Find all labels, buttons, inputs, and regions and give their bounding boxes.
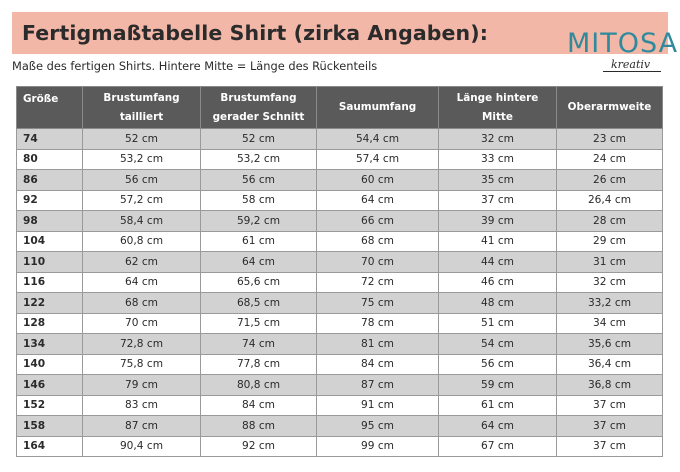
cell-hem: 70 cm [317, 252, 439, 273]
cell-size: 98 [17, 211, 83, 232]
cell-hem: 87 cm [317, 375, 439, 396]
cell-chest-straight: 84 cm [201, 395, 317, 416]
column-header-chest-fitted [83, 87, 201, 129]
page-title: Fertigmaßtabelle Shirt (zirka Angaben): [22, 21, 489, 45]
cell-size: 140 [17, 354, 83, 375]
cell-back-length: 44 cm [439, 252, 557, 273]
cell-chest-fitted: 64 cm [83, 272, 201, 293]
cell-upper-arm: 37 cm [557, 416, 663, 437]
cell-hem: 66 cm [317, 211, 439, 232]
cell-chest-fitted: 52 cm [83, 129, 201, 150]
table-row [17, 334, 663, 355]
cell-hem: 81 cm [317, 334, 439, 355]
cell-hem: 54,4 cm [317, 129, 439, 150]
cell-upper-arm: 23 cm [557, 129, 663, 150]
cell-size: 152 [17, 395, 83, 416]
cell-hem: 75 cm [317, 293, 439, 314]
cell-chest-fitted: 60,8 cm [83, 231, 201, 252]
table-row [17, 395, 663, 416]
cell-upper-arm: 35,6 cm [557, 334, 663, 355]
cell-size: 80 [17, 149, 83, 170]
cell-chest-fitted: 62 cm [83, 252, 201, 273]
table-row [17, 129, 663, 150]
cell-chest-fitted: 83 cm [83, 395, 201, 416]
cell-size: 146 [17, 375, 83, 396]
cell-back-length: 41 cm [439, 231, 557, 252]
table-row [17, 231, 663, 252]
cell-chest-straight: 61 cm [201, 231, 317, 252]
cell-upper-arm: 34 cm [557, 313, 663, 334]
cell-upper-arm: 28 cm [557, 211, 663, 232]
cell-upper-arm: 26,4 cm [557, 190, 663, 211]
column-header-line: Oberarmweite [567, 101, 652, 113]
cell-hem: 57,4 cm [317, 149, 439, 170]
column-header-line: Größe [23, 93, 59, 105]
size-table-body [17, 129, 663, 457]
cell-upper-arm: 24 cm [557, 149, 663, 170]
cell-back-length: 56 cm [439, 354, 557, 375]
table-row [17, 375, 663, 396]
cell-size: 104 [17, 231, 83, 252]
logo-sub: kreativ [611, 58, 651, 71]
column-header-size [17, 87, 83, 129]
size-table [16, 86, 663, 457]
cell-chest-fitted: 68 cm [83, 293, 201, 314]
cell-chest-fitted: 70 cm [83, 313, 201, 334]
cell-size: 158 [17, 416, 83, 437]
cell-upper-arm: 37 cm [557, 436, 663, 457]
size-table-head [17, 87, 663, 129]
cell-hem: 99 cm [317, 436, 439, 457]
cell-chest-fitted: 87 cm [83, 416, 201, 437]
column-header-line: gerader Schnitt [212, 110, 305, 123]
cell-size: 110 [17, 252, 83, 273]
cell-back-length: 32 cm [439, 129, 557, 150]
table-row [17, 293, 663, 314]
cell-hem: 64 cm [317, 190, 439, 211]
cell-size: 164 [17, 436, 83, 457]
cell-chest-straight: 80,8 cm [201, 375, 317, 396]
cell-upper-arm: 33,2 cm [557, 293, 663, 314]
cell-back-length: 54 cm [439, 334, 557, 355]
cell-size: 116 [17, 272, 83, 293]
cell-back-length: 33 cm [439, 149, 557, 170]
cell-hem: 72 cm [317, 272, 439, 293]
table-row [17, 252, 663, 273]
page-subtitle: Maße des fertigen Shirts. Hintere Mitte = Länge des Rückenteils [12, 59, 378, 73]
cell-upper-arm: 29 cm [557, 231, 663, 252]
cell-upper-arm: 36,8 cm [557, 375, 663, 396]
cell-back-length: 35 cm [439, 170, 557, 191]
cell-chest-fitted: 90,4 cm [83, 436, 201, 457]
cell-back-length: 39 cm [439, 211, 557, 232]
cell-chest-straight: 65,6 cm [201, 272, 317, 293]
table-row [17, 436, 663, 457]
cell-upper-arm: 36,4 cm [557, 354, 663, 375]
cell-size: 92 [17, 190, 83, 211]
table-row [17, 272, 663, 293]
cell-back-length: 67 cm [439, 436, 557, 457]
cell-chest-straight: 74 cm [201, 334, 317, 355]
cell-hem: 84 cm [317, 354, 439, 375]
cell-back-length: 59 cm [439, 375, 557, 396]
cell-chest-straight: 58 cm [201, 190, 317, 211]
cell-chest-straight: 71,5 cm [201, 313, 317, 334]
cell-chest-fitted: 72,8 cm [83, 334, 201, 355]
column-header-line: Brustumfang [220, 91, 297, 104]
cell-chest-straight: 68,5 cm [201, 293, 317, 314]
cell-chest-straight: 92 cm [201, 436, 317, 457]
cell-back-length: 51 cm [439, 313, 557, 334]
cell-back-length: 37 cm [439, 190, 557, 211]
cell-size: 74 [17, 129, 83, 150]
cell-chest-straight: 52 cm [201, 129, 317, 150]
table-row [17, 149, 663, 170]
cell-chest-straight: 56 cm [201, 170, 317, 191]
cell-chest-fitted: 57,2 cm [83, 190, 201, 211]
logo-word: MITOSA [567, 28, 679, 59]
cell-size: 134 [17, 334, 83, 355]
cell-back-length: 61 cm [439, 395, 557, 416]
column-header-line: Saumumfang [338, 101, 417, 113]
cell-chest-fitted: 79 cm [83, 375, 201, 396]
cell-hem: 95 cm [317, 416, 439, 437]
table-row [17, 313, 663, 334]
column-header-line: Länge hintere Mitte [456, 91, 539, 123]
column-header-hem [317, 87, 439, 129]
table-row [17, 354, 663, 375]
cell-hem: 60 cm [317, 170, 439, 191]
cell-size: 122 [17, 293, 83, 314]
table-row [17, 416, 663, 437]
cell-size: 128 [17, 313, 83, 334]
cell-chest-straight: 53,2 cm [201, 149, 317, 170]
cell-chest-fitted: 53,2 cm [83, 149, 201, 170]
cell-chest-fitted: 58,4 cm [83, 211, 201, 232]
column-header-chest-straight [201, 87, 317, 129]
cell-size: 86 [17, 170, 83, 191]
table-row [17, 211, 663, 232]
cell-back-length: 46 cm [439, 272, 557, 293]
cell-chest-straight: 88 cm [201, 416, 317, 437]
cell-chest-fitted: 56 cm [83, 170, 201, 191]
column-header-line: Brustumfang [103, 91, 180, 104]
cell-upper-arm: 31 cm [557, 252, 663, 273]
cell-back-length: 64 cm [439, 416, 557, 437]
cell-chest-straight: 59,2 cm [201, 211, 317, 232]
cell-hem: 68 cm [317, 231, 439, 252]
cell-upper-arm: 26 cm [557, 170, 663, 191]
column-header-upper-arm [557, 87, 663, 129]
table-row [17, 170, 663, 191]
brand-logo [563, 28, 679, 76]
cell-chest-straight: 77,8 cm [201, 354, 317, 375]
cell-upper-arm: 37 cm [557, 395, 663, 416]
logo-underline [603, 71, 661, 72]
cell-back-length: 48 cm [439, 293, 557, 314]
column-header-line: tailliert [119, 110, 164, 123]
cell-hem: 91 cm [317, 395, 439, 416]
cell-upper-arm: 32 cm [557, 272, 663, 293]
cell-chest-straight: 64 cm [201, 252, 317, 273]
header-row [17, 87, 663, 129]
table-row [17, 190, 663, 211]
cell-hem: 78 cm [317, 313, 439, 334]
column-header-back-length [439, 87, 557, 129]
cell-chest-fitted: 75,8 cm [83, 354, 201, 375]
